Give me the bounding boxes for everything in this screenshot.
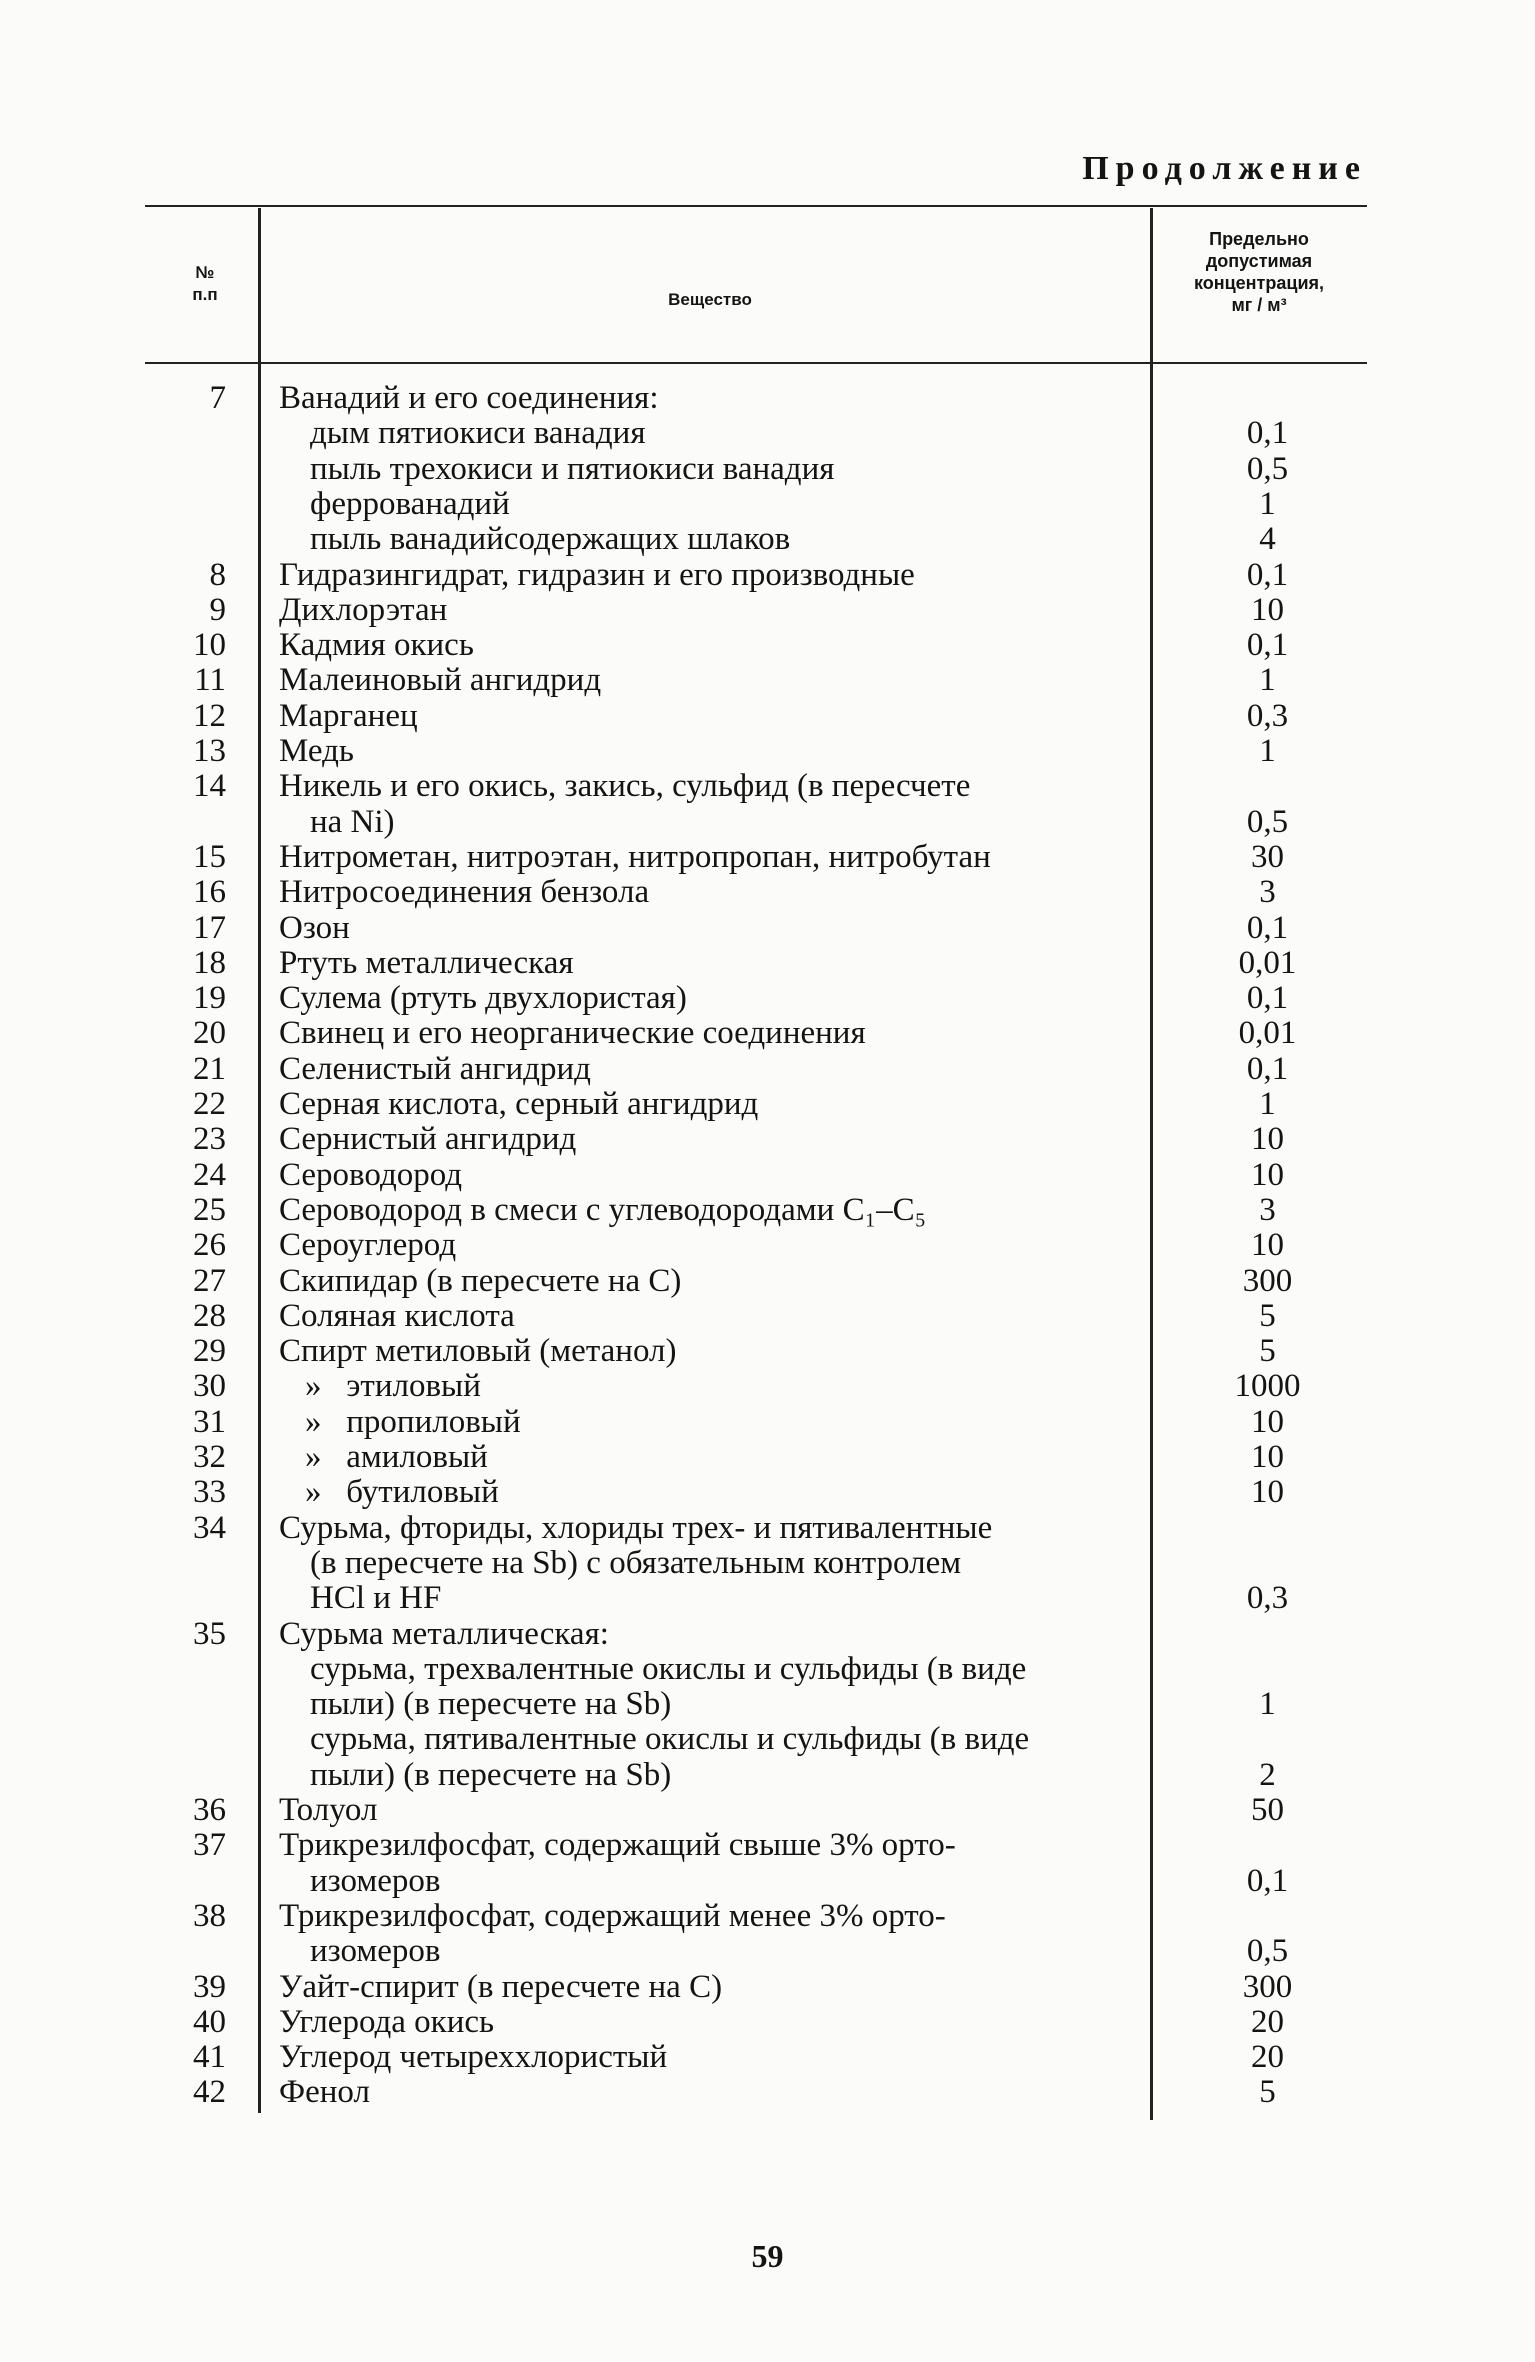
table-row bbox=[0, 1827, 1535, 1863]
row-substance: изомеров bbox=[310, 1862, 441, 1899]
row-number: 36 bbox=[193, 1792, 226, 1828]
row-number: 24 bbox=[193, 1156, 226, 1193]
row-substance: Кадмия окись bbox=[279, 627, 474, 664]
row-mpc-value: 0,01 bbox=[1238, 944, 1297, 981]
table-row bbox=[0, 804, 1535, 840]
row-substance: Нитрометан, нитроэтан, нитропропан, нитробутан bbox=[279, 838, 991, 875]
row-substance: Спирт метиловый (метанол) bbox=[279, 1333, 677, 1370]
table-row bbox=[0, 2004, 1535, 2040]
table-row bbox=[0, 1792, 1535, 1828]
table-row bbox=[0, 1969, 1535, 2005]
header-mpc: Предельно допустимая концентрация, мг / м³ bbox=[1193, 229, 1325, 315]
row-mpc-value: 300 bbox=[1242, 1968, 1293, 2005]
row-number: 17 bbox=[193, 909, 226, 946]
row-number: 29 bbox=[193, 1333, 226, 1370]
row-substance: Соляная кислота bbox=[279, 1297, 515, 1334]
row-number: 30 bbox=[193, 1368, 226, 1405]
row-substance: » пропиловый bbox=[305, 1403, 521, 1440]
row-mpc-value: 20 bbox=[1251, 2039, 1284, 2076]
row-substance: сурьма, трехвалентные окислы и сульфиды (в виде bbox=[310, 1650, 1027, 1687]
row-mpc-value: 10 bbox=[1251, 1121, 1284, 1158]
row-mpc-value: 10 bbox=[1251, 1474, 1284, 1511]
row-mpc-value: 1 bbox=[1259, 485, 1276, 522]
table-row bbox=[0, 627, 1535, 663]
row-number: 38 bbox=[193, 1897, 226, 1934]
table-row bbox=[0, 1933, 1535, 1969]
row-number: 41 bbox=[193, 2039, 226, 2076]
table-row bbox=[0, 2074, 1535, 2110]
row-mpc-value: 5 bbox=[1259, 2074, 1276, 2111]
row-substance: Никель и его окись, закись, сульфид (в пересчете bbox=[279, 768, 971, 805]
row-substance: Свинец и его неорганические соединения bbox=[279, 1015, 866, 1052]
table-row bbox=[0, 698, 1535, 734]
row-number: 42 bbox=[193, 2074, 226, 2111]
row-number: 39 bbox=[193, 1968, 226, 2005]
row-mpc-value: 1 bbox=[1259, 1686, 1276, 1723]
row-substance: Ртуть металлическая bbox=[279, 944, 574, 981]
table-row bbox=[0, 1404, 1535, 1440]
row-number: 32 bbox=[193, 1439, 226, 1475]
table-row bbox=[0, 1298, 1535, 1334]
table-row bbox=[0, 1510, 1535, 1546]
row-substance: сурьма, пятивалентные окислы и сульфиды (в виде bbox=[310, 1721, 1030, 1758]
row-mpc-value: 0,1 bbox=[1246, 1050, 1289, 1087]
page-number: 59 bbox=[751, 2238, 784, 2274]
row-substance: Углерода окись bbox=[279, 2003, 495, 2040]
row-substance: на Ni) bbox=[310, 803, 395, 840]
row-number: 7 bbox=[209, 380, 226, 416]
row-mpc-value: 0,1 bbox=[1246, 1862, 1289, 1899]
row-mpc-value: 10 bbox=[1251, 1227, 1284, 1264]
row-substance: Фенол bbox=[279, 2074, 370, 2111]
row-number: 9 bbox=[209, 591, 226, 628]
row-mpc-value: 2 bbox=[1259, 1756, 1276, 1793]
row-substance: Нитросоединения бензола bbox=[279, 874, 650, 911]
row-substance: изомеров bbox=[310, 1933, 441, 1970]
row-mpc-value: 0,1 bbox=[1246, 415, 1289, 452]
table-row bbox=[0, 1863, 1535, 1899]
row-mpc-value: 0,5 bbox=[1246, 1933, 1289, 1970]
row-substance: пыли) (в пересчете на Sb) bbox=[310, 1756, 672, 1793]
table-row bbox=[0, 1263, 1535, 1299]
row-substance: Толуол bbox=[279, 1792, 378, 1828]
row-number: 23 bbox=[193, 1121, 226, 1158]
row-substance: Марганец bbox=[279, 697, 418, 734]
row-mpc-value: 5 bbox=[1259, 1333, 1276, 1370]
row-mpc-value: 0,1 bbox=[1246, 909, 1289, 946]
row-substance: Углерод четыреххлористый bbox=[279, 2039, 668, 2076]
table-row bbox=[0, 1616, 1535, 1652]
row-mpc-value: 0,3 bbox=[1246, 1580, 1289, 1617]
table-row bbox=[0, 1898, 1535, 1934]
table-row bbox=[0, 521, 1535, 557]
row-mpc-value: 3 bbox=[1259, 1191, 1276, 1228]
row-number: 16 bbox=[193, 874, 226, 911]
row-mpc-value: 0,5 bbox=[1246, 803, 1289, 840]
row-mpc-value: 0,3 bbox=[1246, 697, 1289, 734]
header-bottom-rule bbox=[145, 362, 1367, 364]
row-substance: Сероводород в смеси с углеводородами C₁–C₅ bbox=[279, 1191, 927, 1228]
row-substance: Сероуглерод bbox=[279, 1227, 457, 1264]
table-row bbox=[0, 1686, 1535, 1722]
table-row bbox=[0, 1368, 1535, 1404]
row-number: 19 bbox=[193, 980, 226, 1017]
row-number: 28 bbox=[193, 1297, 226, 1334]
row-mpc-value: 300 bbox=[1242, 1262, 1293, 1299]
table-row bbox=[0, 451, 1535, 487]
row-mpc-value: 0,01 bbox=[1238, 1015, 1297, 1052]
row-substance: Скипидар (в пересчете на С) bbox=[279, 1262, 682, 1299]
table-row bbox=[0, 980, 1535, 1016]
row-mpc-value: 1 bbox=[1259, 662, 1276, 699]
table-row bbox=[0, 1157, 1535, 1193]
row-substance: Дихлорэтан bbox=[279, 591, 448, 628]
table-row bbox=[0, 910, 1535, 946]
row-substance: Сероводород bbox=[279, 1156, 463, 1193]
row-substance: Уайт-спирит (в пересчете на С) bbox=[279, 1968, 723, 2005]
row-number: 12 bbox=[193, 697, 226, 734]
table-row bbox=[0, 1086, 1535, 1122]
row-substance: HCl и HF bbox=[310, 1580, 442, 1617]
row-mpc-value: 0,1 bbox=[1246, 627, 1289, 664]
row-number: 21 bbox=[193, 1050, 226, 1087]
table-row bbox=[0, 662, 1535, 698]
header-number: № п.п bbox=[192, 263, 218, 304]
table-row bbox=[0, 1757, 1535, 1793]
row-substance: пыли) (в пересчете на Sb) bbox=[310, 1686, 672, 1723]
row-substance: » бутиловый bbox=[305, 1474, 499, 1511]
table-row bbox=[0, 1439, 1535, 1475]
table-row bbox=[0, 2039, 1535, 2075]
row-mpc-value: 4 bbox=[1259, 521, 1276, 558]
table-row bbox=[0, 1651, 1535, 1687]
row-substance: Серная кислота, серный ангидрид bbox=[279, 1086, 759, 1122]
row-substance: Сулема (ртуть двухлористая) bbox=[279, 980, 687, 1017]
table-row bbox=[0, 1192, 1535, 1228]
table-row bbox=[0, 1051, 1535, 1087]
row-mpc-value: 1 bbox=[1259, 1086, 1276, 1122]
row-mpc-value: 50 bbox=[1251, 1792, 1284, 1828]
row-mpc-value: 10 bbox=[1251, 591, 1284, 628]
header-substance: Вещество bbox=[668, 290, 752, 309]
table-row bbox=[0, 1721, 1535, 1757]
row-mpc-value: 10 bbox=[1251, 1156, 1284, 1193]
row-mpc-value: 20 bbox=[1251, 2003, 1284, 2040]
row-substance: Сернистый ангидрид bbox=[279, 1121, 577, 1158]
row-number: 40 bbox=[193, 2003, 226, 2040]
table-row bbox=[0, 733, 1535, 769]
row-substance: » этиловый bbox=[305, 1368, 481, 1405]
table-row bbox=[0, 1580, 1535, 1616]
row-substance: Трикрезилфосфат, содержащий свыше 3% орто- bbox=[279, 1827, 956, 1864]
row-substance: Селенистый ангидрид bbox=[279, 1050, 591, 1087]
table-row bbox=[0, 380, 1535, 416]
row-mpc-value: 10 bbox=[1251, 1403, 1284, 1440]
row-number: 31 bbox=[193, 1403, 226, 1440]
row-number: 26 bbox=[193, 1227, 226, 1264]
row-number: 37 bbox=[193, 1827, 226, 1864]
continuation-label: Продолжение bbox=[1082, 150, 1367, 187]
table-row bbox=[0, 839, 1535, 875]
table-row bbox=[0, 768, 1535, 804]
row-substance: (в пересчете на Sb) с обязательным контролем bbox=[310, 1544, 962, 1581]
row-number: 25 bbox=[193, 1191, 226, 1228]
row-mpc-value: 5 bbox=[1259, 1297, 1276, 1334]
row-mpc-value: 3 bbox=[1259, 874, 1276, 911]
row-number: 35 bbox=[193, 1615, 226, 1652]
row-substance: Озон bbox=[279, 909, 350, 946]
table-row bbox=[0, 1227, 1535, 1263]
row-number: 18 bbox=[193, 944, 226, 981]
row-number: 15 bbox=[193, 838, 226, 875]
row-substance: пыль ванадийсодержащих шлаков bbox=[310, 521, 791, 558]
row-number: 11 bbox=[194, 662, 226, 699]
row-number: 27 bbox=[193, 1262, 226, 1299]
row-mpc-value: 1 bbox=[1259, 733, 1276, 769]
row-number: 10 bbox=[193, 627, 226, 664]
row-substance: Сурьма, фториды, хлориды трех- и пятивалентные bbox=[279, 1509, 993, 1546]
row-mpc-value: 0,1 bbox=[1246, 980, 1289, 1017]
table-row bbox=[0, 415, 1535, 451]
row-mpc-value: 0,5 bbox=[1246, 450, 1289, 487]
row-number: 8 bbox=[209, 556, 226, 593]
row-substance: Медь bbox=[279, 733, 354, 769]
table-row bbox=[0, 1474, 1535, 1510]
table-row bbox=[0, 486, 1535, 522]
row-substance: дым пятиокиси ванадия bbox=[310, 415, 646, 452]
row-substance: пыль трехокиси и пятиокиси ванадия bbox=[310, 450, 835, 487]
table-row bbox=[0, 1121, 1535, 1157]
table-row bbox=[0, 592, 1535, 628]
row-substance: феррованадий bbox=[310, 485, 510, 522]
table-row bbox=[0, 1015, 1535, 1051]
row-number: 20 bbox=[193, 1015, 226, 1052]
row-substance: Сурьма металлическая: bbox=[279, 1615, 609, 1652]
table-row bbox=[0, 945, 1535, 981]
row-substance: Малеиновый ангидрид bbox=[279, 662, 602, 699]
row-substance: Гидразингидрат, гидразин и его производные bbox=[279, 556, 915, 593]
table-row bbox=[0, 1545, 1535, 1581]
row-substance: Трикрезилфосфат, содержащий менее 3% орто- bbox=[279, 1897, 946, 1934]
table-row bbox=[0, 557, 1535, 593]
row-mpc-value: 0,1 bbox=[1246, 556, 1289, 593]
row-mpc-value: 1000 bbox=[1234, 1368, 1301, 1405]
row-mpc-value: 30 bbox=[1251, 838, 1284, 875]
row-mpc-value: 10 bbox=[1251, 1439, 1284, 1475]
row-number: 33 bbox=[193, 1474, 226, 1511]
row-number: 34 bbox=[193, 1509, 226, 1546]
table-row bbox=[0, 1333, 1535, 1369]
row-number: 14 bbox=[193, 768, 226, 805]
row-substance: Ванадий и его соединения: bbox=[279, 380, 659, 416]
table-top-rule bbox=[145, 205, 1367, 207]
row-number: 22 bbox=[193, 1086, 226, 1122]
table-row bbox=[0, 874, 1535, 910]
row-substance: » амиловый bbox=[305, 1439, 488, 1475]
row-number: 13 bbox=[193, 733, 226, 769]
